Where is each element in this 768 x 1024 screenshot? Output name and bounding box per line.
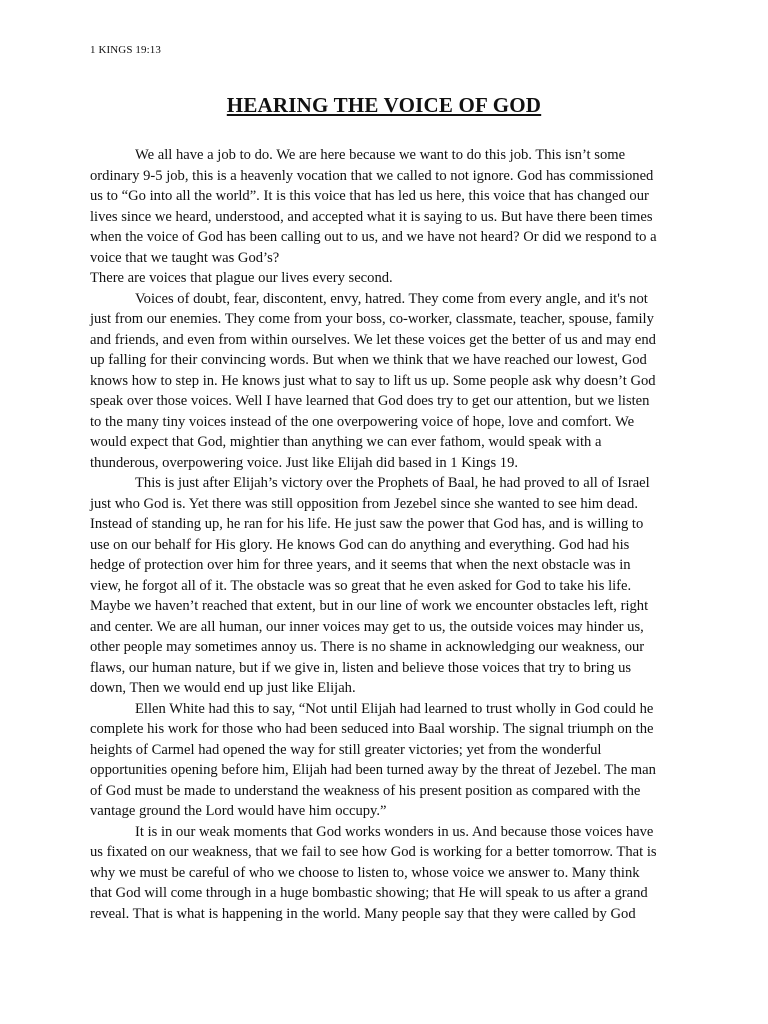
text-line: when the voice of God has been calling out to us, and we have not heard? Or did we respond to a — [90, 229, 657, 245]
text-line: up falling for their convincing words. But when we think that we have reached our lowest, God — [90, 352, 647, 368]
text-line: hedge of protection over him for three years, and it seems that when the next obstacle was in — [90, 557, 631, 573]
text-line: us fixated on our weakness, that we fail to see how God is working for a better tomorrow. That is — [90, 844, 657, 860]
text-line: knows how to step in. He knows just what to say to lift us up. Some people ask why doesn’t God — [90, 372, 656, 389]
text-line: and friends, and even from within ourselves. We let these voices get the better of us and may end — [90, 331, 656, 348]
text-line: Ellen White had this to say, “Not until Elijah had learned to trust wholly in God could he — [135, 700, 654, 717]
text-line: heights of Carmel had opened the way for still greater victories; yet from the wonderful — [90, 741, 602, 758]
text-line: reveal. That is what is happening in the world. Many people say that they were called by God — [90, 905, 636, 922]
text-line: just from our enemies. They come from your boss, co-worker, classmate, teacher, spouse, family — [90, 311, 654, 327]
text-line: complete his work for those who had been seduced into Baal worship. The signal triumph on the — [90, 721, 654, 737]
text-line: and center. We are all human, our inner voices may get to us, the outside voices may hinder us, — [90, 618, 644, 635]
text-line: thunderous, overpowering voice. Just like Elijah did based in 1 Kings 19. — [90, 454, 519, 471]
text-line: Instead of standing up, he ran for his life. He just saw the power that God has, and is willing to — [90, 516, 644, 532]
text-line: of God must be made to understand the weakness of his present position as compared with the — [90, 782, 641, 799]
text-line: down, Then we would end up just like Elijah. — [90, 680, 356, 696]
text-line: use on our behalf for His glory. He knows God can do anything and everything. God had his — [90, 536, 630, 553]
text-line: flaws, our human nature, but if we give in, listen and believe those voices that try to bring us — [90, 659, 632, 676]
text-line: speak over those voices. Well I have learned that God does try to get our attention, but we listen — [90, 393, 650, 409]
text-line: opportunities opening before him, Elijah had been turned away by the threat of Jezebel. The man — [90, 762, 656, 778]
text-line: Maybe we haven’t reached that extent, but in our line of work we encounter obstacles left, right — [90, 598, 649, 614]
text-line: other people may sometimes annoy us. There is no shame in acknowledging our weakness, our — [90, 639, 645, 655]
text-line: us to “Go into all the world”. It is this voice that has led us here, this voice that has changed our — [90, 188, 649, 204]
text-line: ordinary 9-5 job, this is a heavenly vocation that we called to not ignore. God has commissioned — [90, 167, 654, 184]
text-line: just who God is. Yet there was still opposition from Jezebel since she wanted to see him dead. — [90, 495, 638, 512]
text-line: would expect that God, mightier than anything we can ever fathom, would speak with a — [90, 434, 602, 450]
text-line: why we must be careful of who we choose to listen to, whose voice we answer to. Many think — [90, 864, 640, 881]
text-line: Voices of doubt, fear, discontent, envy, hatred. They come from every angle, and it's not — [135, 290, 648, 307]
body-text — [90, 145, 676, 924]
text-line: lives since we heard, understood, and accepted what it is saying to us. But have there been times — [90, 208, 653, 225]
text-line: voice that we taught was God’s? — [90, 249, 280, 266]
text-line: vantage ground the Lord would have him occupy.” — [90, 803, 387, 819]
scripture-reference: 1 KINGS 19:13 — [90, 44, 161, 56]
text-line: We all have a job to do. We are here because we want to do this job. This isn’t some — [135, 147, 626, 163]
page-title: HEARING THE VOICE OF GOD — [226, 93, 542, 117]
text-line: This is just after Elijah’s victory over the Prophets of Baal, he had proved to all of Israel — [135, 475, 650, 491]
text-line: that God will come through in a huge bombastic showing; that He will speak to us after a grand — [90, 885, 648, 901]
text-line: There are voices that plague our lives every second. — [90, 270, 393, 286]
text-line: It is in our weak moments that God works wonders in us. And because those voices have — [135, 823, 654, 840]
text-line: to the many tiny voices instead of the one overpowering voice of hope, love and comfort. We — [90, 413, 635, 430]
text-line: view, he forgot all of it. The obstacle was so great that he even asked for God to take his life. — [90, 577, 632, 594]
